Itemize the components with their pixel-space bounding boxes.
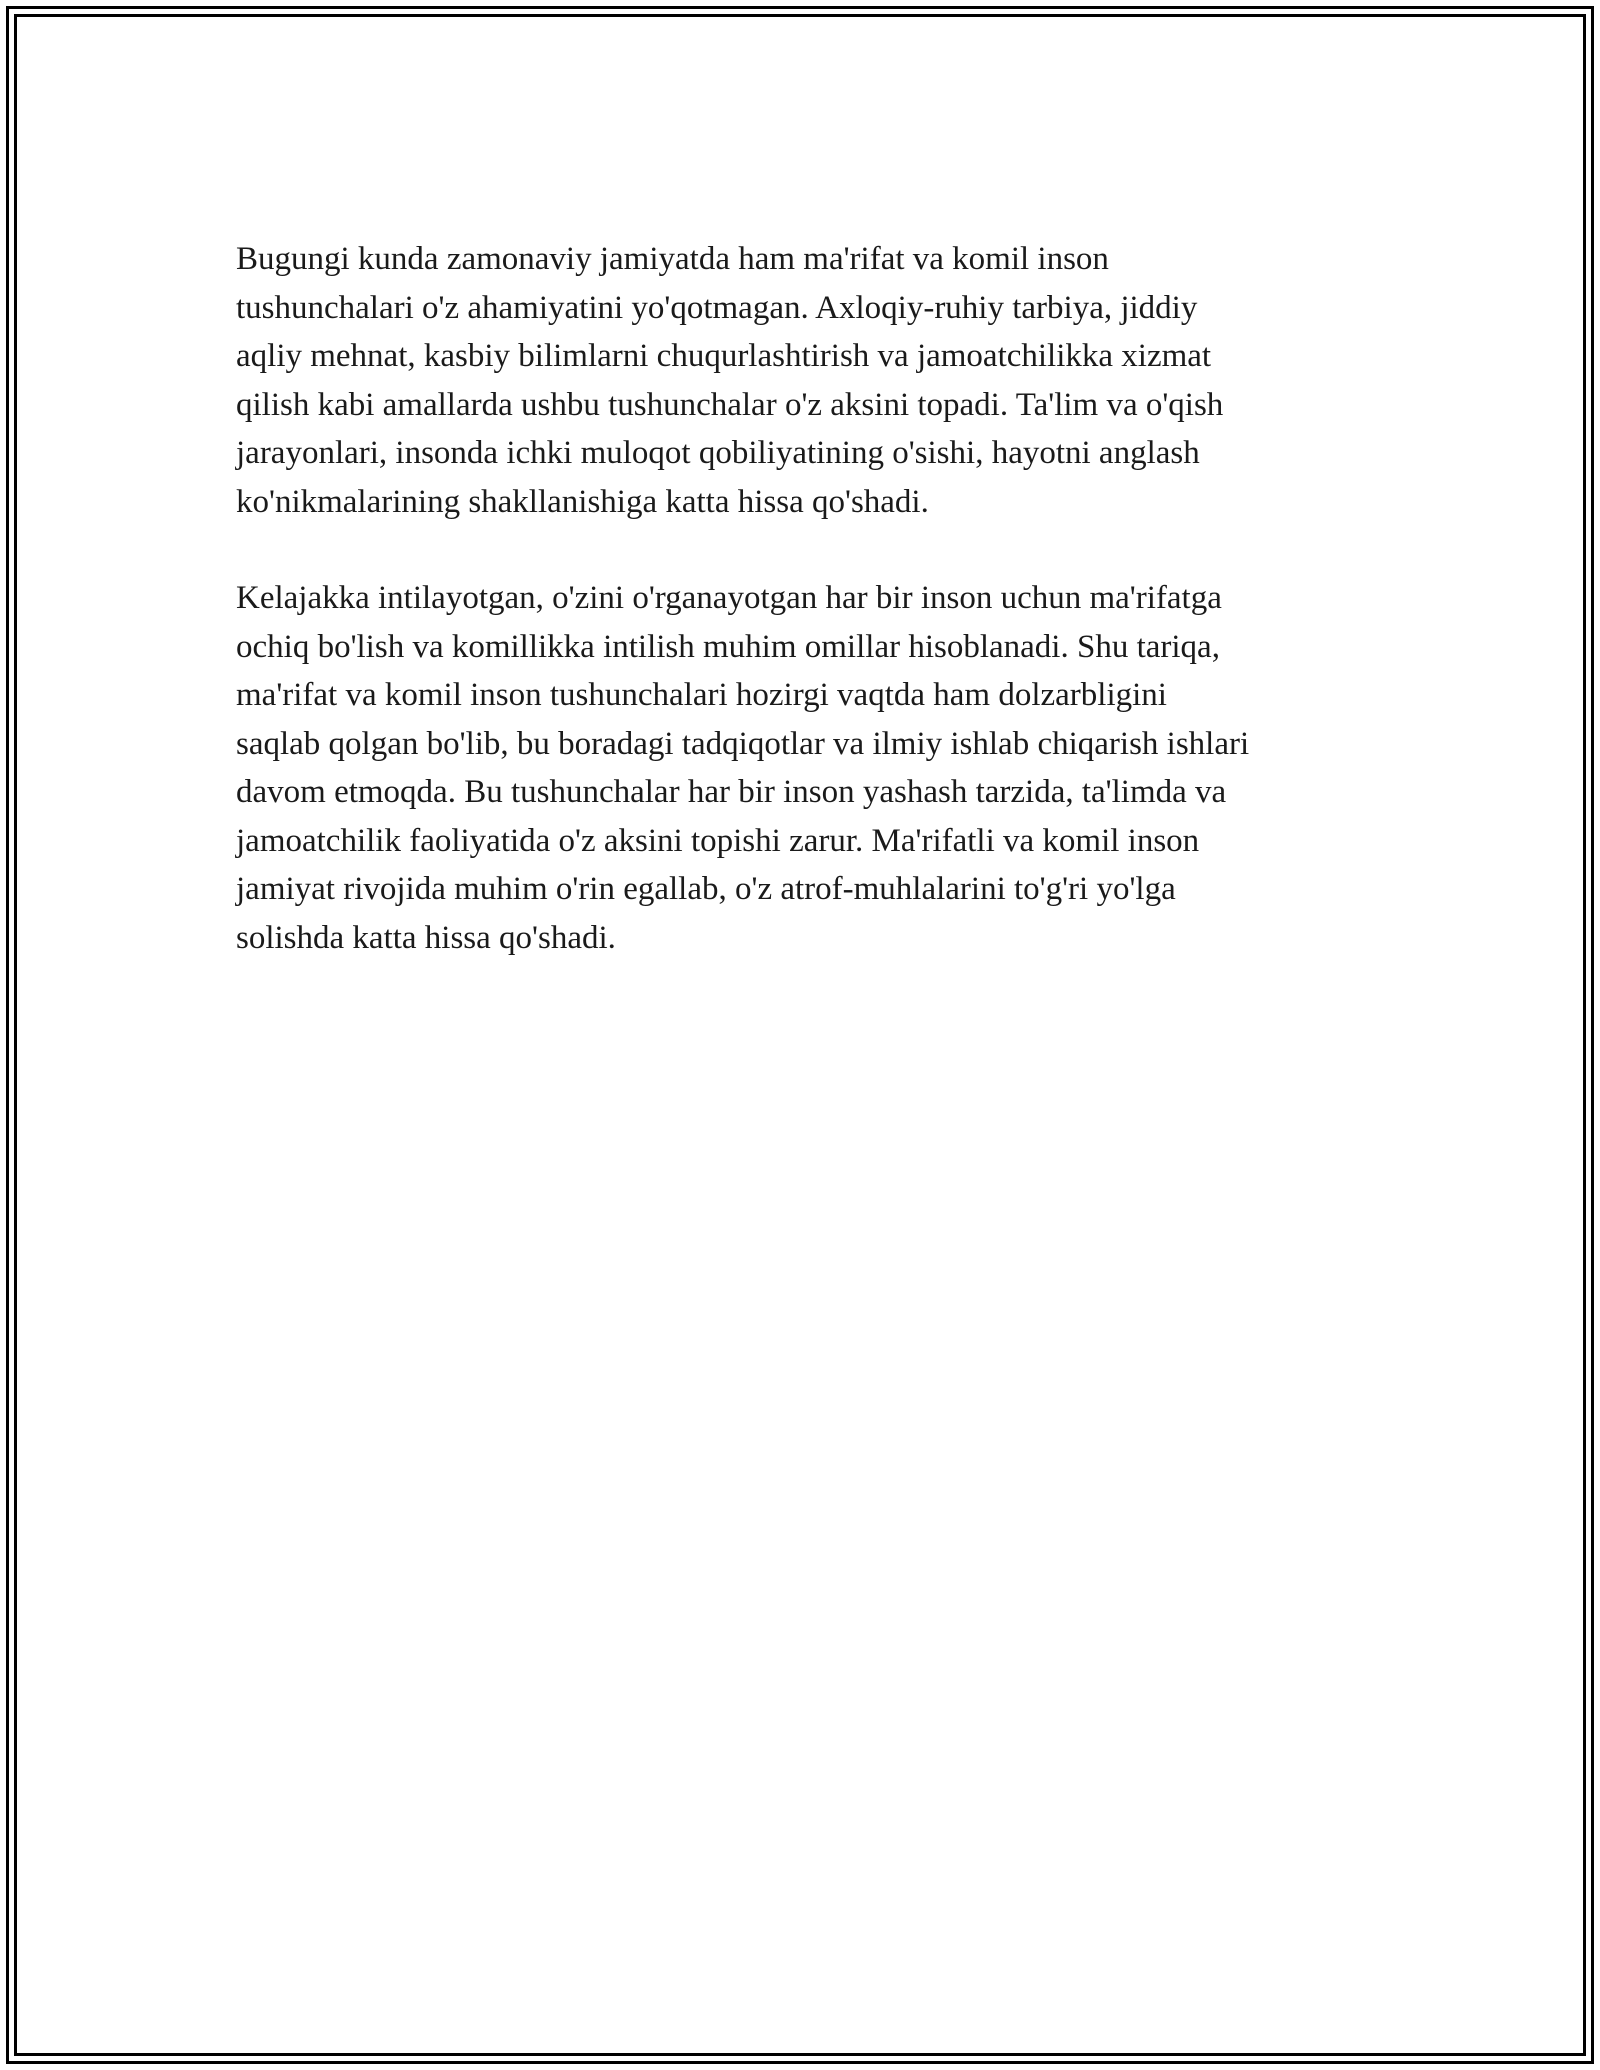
document-body [236, 235, 1376, 1010]
paragraph-1: Bugungi kunda zamonaviy jamiyatda ham ma'rifat va komil inson tushunchalari o'z ahamiyatini yo'qotmagan. Axloqiy-ruhiy tarbiya, jiddiy aqliy mehnat, kasbiy bilimlarni chuqurlashtirish va jamoatchilikka xizmat qilish kabi amallarda ushbu tushunchalar o'z aksini topadi. Ta'lim va o'qish jarayonlari, insonda ichki muloqot qobiliyatining o'sishi, hayotni anglash ko'nikmalarining shakllanishiga katta hissa qo'shadi. [236, 241, 1224, 520]
paragraph-2: Kelajakka intilayotgan, o'zini o'rganayotgan har bir inson uchun ma'rifatga ochiq bo'lish va komillikka intilish muhim omillar hisoblanadi. Shu tariqa, ma'rifat va komil inson tushunchalari hozirgi vaqtda ham dolzarbligini saqlab qolgan bo'lib, bu boradagi tadqiqotlar va ilmiy ishlab chiqarish ishlari davom etmoqda. Bu tushunchalar har bir inson yashash tarzida, ta'limda va jamoatchilik faoliyatida o'z aksini topishi zarur. Ma'rifatli va komil inson jamiyat rivojida muhim o'rin egallab, o'z atrof-muhlalarini to'g'ri yo'lga solishda katta hissa qo'shadi. [236, 580, 1250, 956]
